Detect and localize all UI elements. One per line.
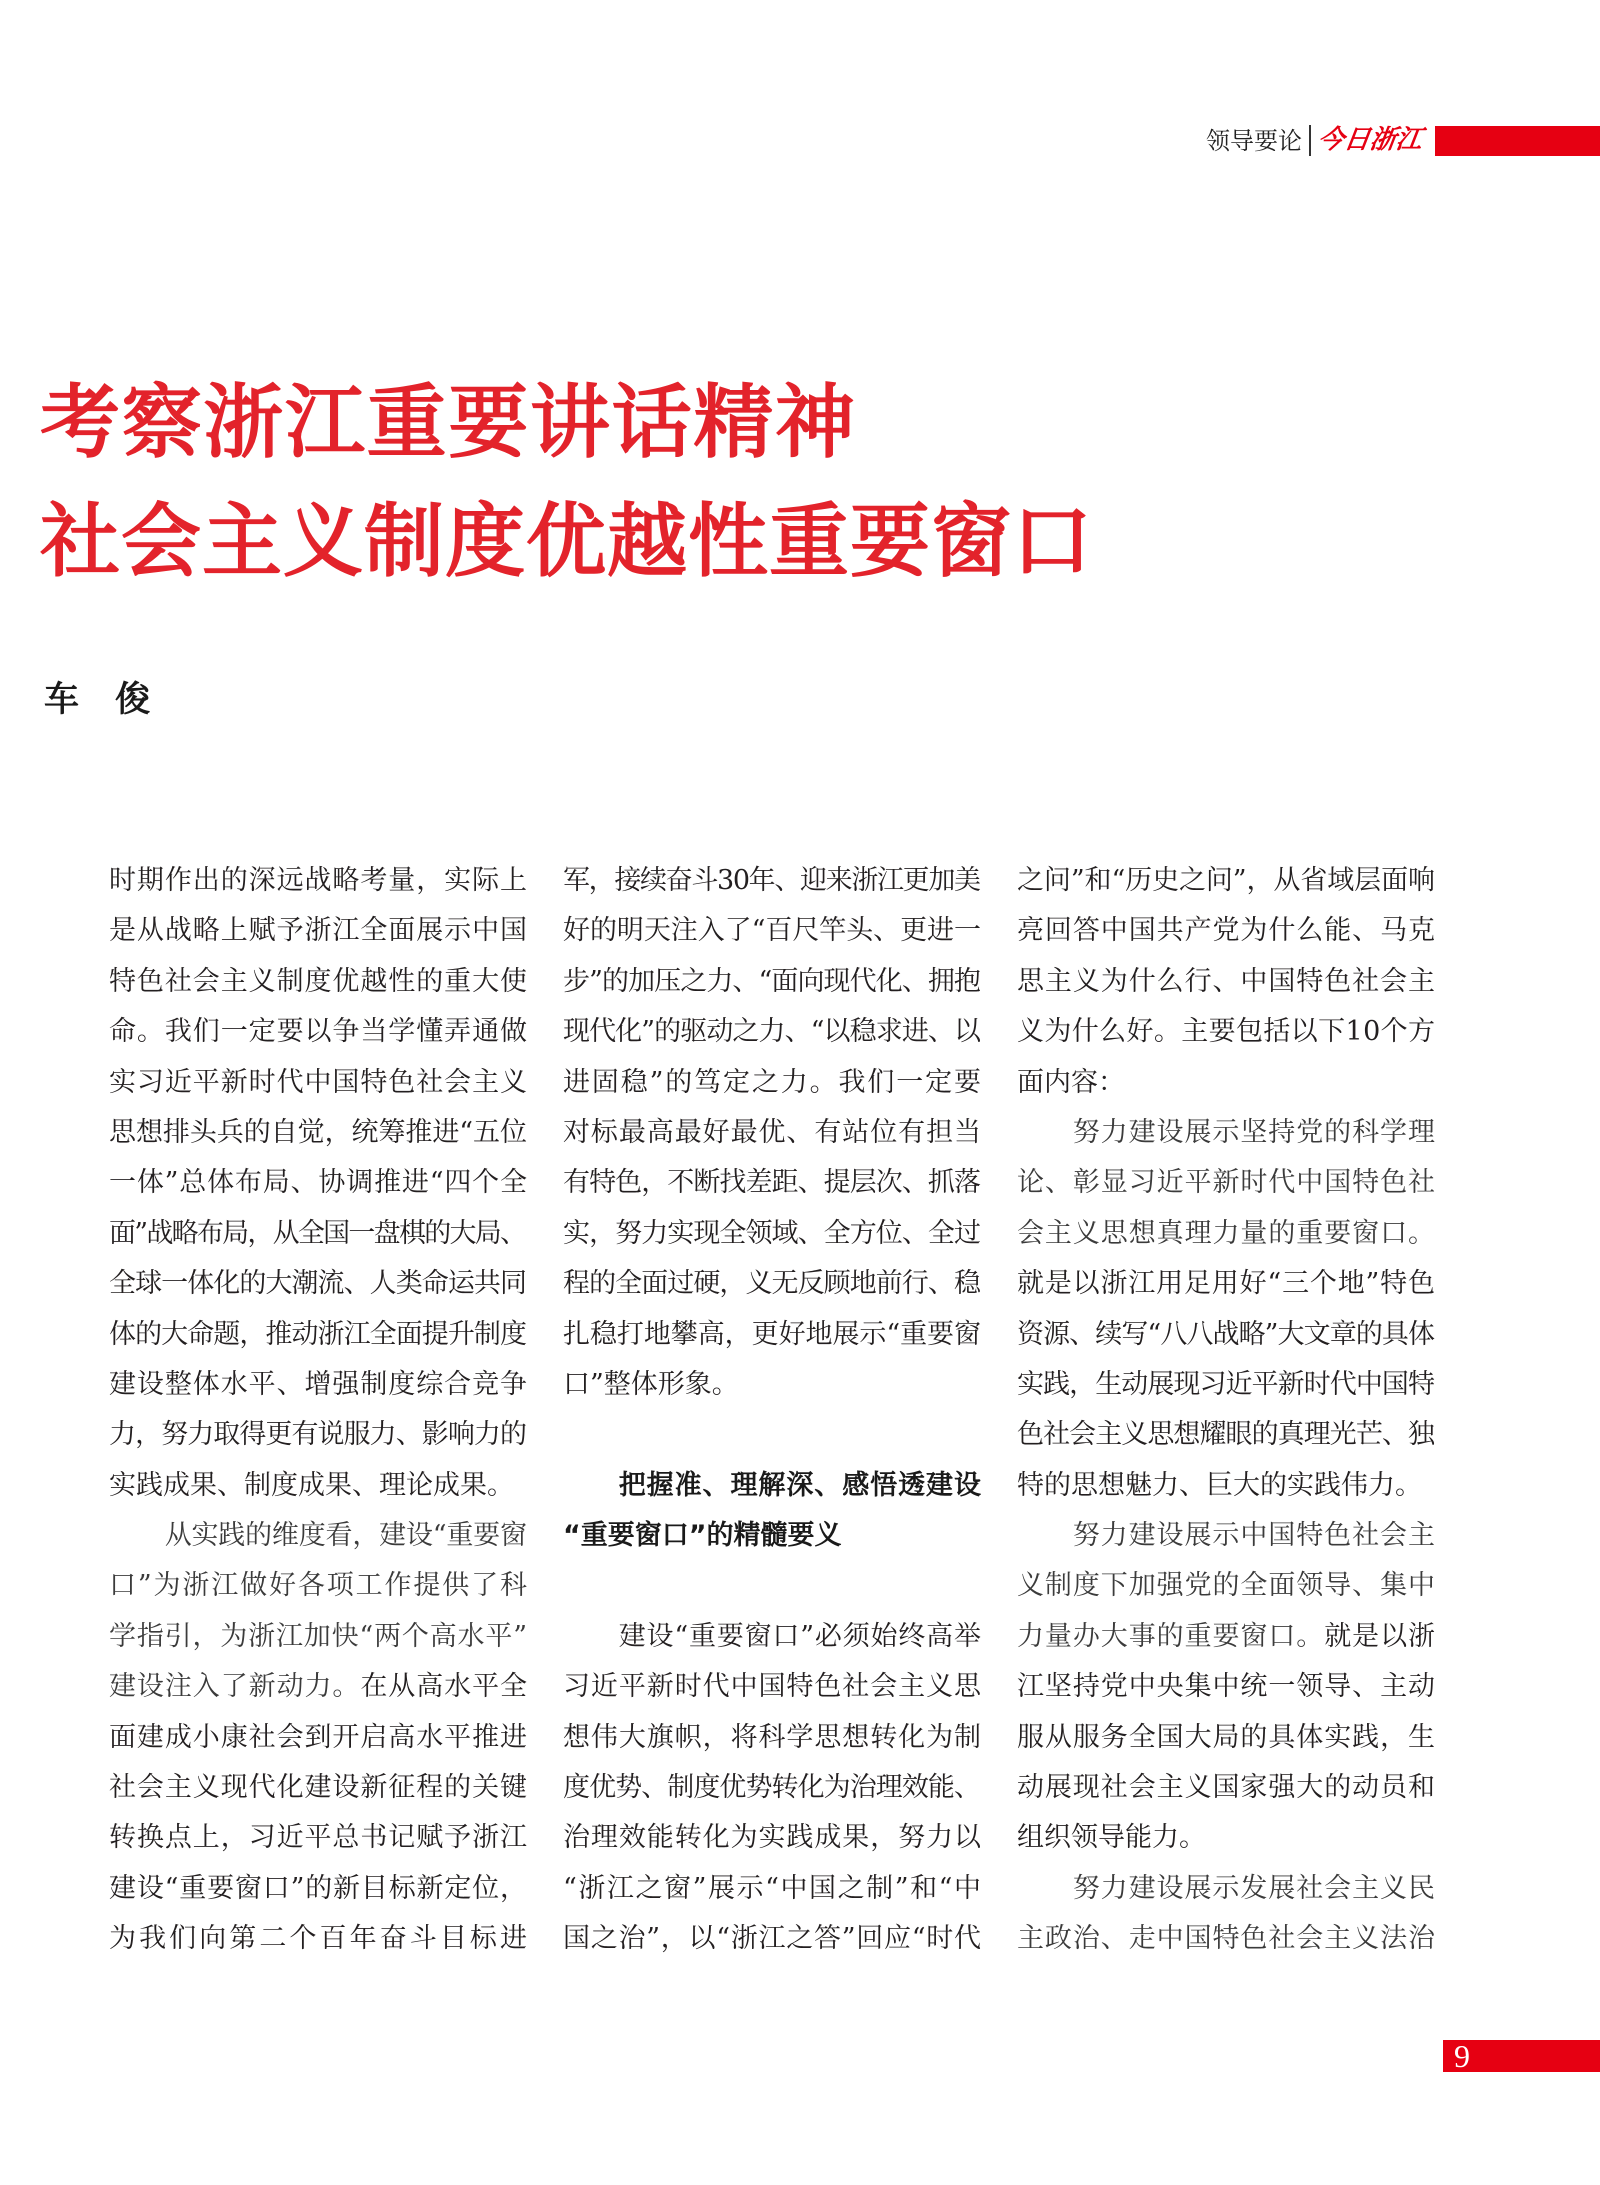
body-line <box>109 906 527 956</box>
line-text: 进固稳”的笃定之力。我们一定要 <box>563 1066 983 1098</box>
line-text: 实，努力实现全领域、全方位、全过 <box>563 1217 981 1249</box>
body-line <box>563 1158 981 1208</box>
emphasis-text: 论、彰显习近平新时代中国特色社 <box>1017 1167 1436 1199</box>
magazine-logo: 今日浙江 <box>1315 125 1425 155</box>
paragraph <box>563 1612 981 1965</box>
body-line <box>563 1864 981 1914</box>
body-line <box>109 1864 527 1914</box>
body-line <box>109 1259 527 1309</box>
body-column-3 <box>1017 856 1435 1965</box>
line-text: 社会主义现代化建设新征程的关键 <box>109 1772 528 1804</box>
line-text: 扎稳打地攀高，更好地展示“重要窗 <box>563 1318 981 1350</box>
header-divider <box>1309 125 1311 156</box>
line-text: 时期作出的深远战略考量，实际上 <box>109 865 528 896</box>
line-text: 现代化”的驱动之力、“以稳求进、以 <box>563 1016 981 1048</box>
emphasis-text: 努力建设展示中国特色社会主 <box>1072 1520 1436 1552</box>
line-text: 特色社会主义制度优越性的重大使 <box>109 965 528 997</box>
body-column-1 <box>109 856 531 1965</box>
line-text <box>1073 1864 1436 1914</box>
body-line <box>109 1410 527 1460</box>
line-text: “重要窗口”的精髓要义 <box>563 1520 842 1552</box>
line-text <box>109 1561 529 1611</box>
body-line <box>1017 1259 1435 1309</box>
title-line-2 <box>40 494 1092 590</box>
header-red-bar <box>1435 126 1600 156</box>
body-line <box>563 1108 981 1158</box>
body-line <box>109 1561 527 1611</box>
line-text: 服从服务全国大局的具体实践，生 <box>1017 1721 1436 1753</box>
line-text: 程的全面过硬，义无反顾地前行、稳 <box>563 1268 981 1300</box>
body-line <box>1017 1763 1435 1813</box>
line-text: 面建成小康社会到开启高水平推进 <box>109 1721 528 1753</box>
body-line <box>1017 1007 1435 1057</box>
line-text: 转换点上，习近平总书记赋予浙江 <box>109 1822 528 1854</box>
body-line <box>1017 1914 1435 1964</box>
subheading <box>563 1461 981 1562</box>
line-text: 实践，生动展现习近平新时代中国特 <box>1017 1368 1435 1400</box>
body-line <box>563 1360 981 1410</box>
body-line <box>563 1662 981 1712</box>
line-text: 亮回答中国共产党为什么能、马克 <box>1017 915 1436 947</box>
paragraph <box>563 856 981 1410</box>
body-line <box>563 906 981 956</box>
line-text: 度优势、制度优势转化为治理效能、 <box>563 1772 981 1804</box>
line-text: 建设整体水平、增强制度综合竞争 <box>109 1368 528 1400</box>
line-text: 一体”总体布局、协调推进“四个全 <box>109 1167 528 1199</box>
body-line <box>109 1007 527 1057</box>
page-number-tab <box>1443 2040 1600 2072</box>
emphasis-text: 努力建设展示坚持党的科学理 <box>1072 1116 1436 1148</box>
body-line <box>109 1461 527 1511</box>
body-line <box>109 957 527 1007</box>
emphasis-text: 力量办大事的重要窗口。 <box>1017 1620 1325 1652</box>
body-line <box>109 1511 527 1561</box>
line-text: 习近平新时代中国特色社会主义思 <box>563 1671 982 1703</box>
author-byline: 车 俊 <box>44 680 151 720</box>
body-line <box>563 957 981 1007</box>
body-line <box>109 1310 527 1360</box>
line-text <box>1017 1914 1436 1964</box>
body-line <box>1017 1209 1435 1259</box>
emphasis-text: 会主义思想真理力量的重要窗口。 <box>1017 1217 1436 1249</box>
body-line <box>109 1108 527 1158</box>
emphasis-text: 从实践的维度看，建设“重要窗 <box>164 1520 527 1552</box>
body-line <box>563 856 981 906</box>
line-text: 步”的加压之力、“面向现代化、拥抱 <box>563 965 981 997</box>
body-line <box>109 1209 527 1259</box>
title-line-2-text: 社会主义制度优越性重要窗口 <box>40 495 1093 588</box>
line-text <box>1017 1209 1436 1259</box>
body-line <box>1017 1813 1435 1863</box>
body-line <box>1017 1108 1435 1158</box>
body-line <box>109 1058 527 1108</box>
body-line <box>1017 1158 1435 1208</box>
line-text: 思想排头兵的自觉，统筹推进“五位 <box>109 1116 527 1148</box>
body-line <box>1017 906 1435 956</box>
line-text: 思主义为什么行、中国特色社会主 <box>1017 965 1436 997</box>
title-line-1 <box>40 375 855 471</box>
body-line <box>1017 1612 1435 1662</box>
emphasis-text: 义制度下加强党的全面领导、集中 <box>1017 1570 1436 1602</box>
line-text <box>1017 1612 1436 1662</box>
paragraph <box>1017 1511 1435 1864</box>
body-line <box>563 1813 981 1863</box>
line-text: 治理效能转化为实践成果，努力以 <box>563 1822 982 1854</box>
body-line <box>1017 1864 1435 1914</box>
line-text: 组织领导能力。 <box>1017 1822 1206 1854</box>
line-text <box>165 1511 527 1561</box>
page-number: 9 <box>1454 2038 1470 2074</box>
line-text: 特的思想魅力、巨大的实践伟力。 <box>1017 1469 1422 1501</box>
body-line <box>109 1763 527 1813</box>
line-text <box>1017 1561 1436 1611</box>
body-line <box>1017 1511 1435 1561</box>
line-text: 面”战略布局，从全国一盘棋的大局、 <box>109 1217 526 1249</box>
line-text <box>1073 1511 1436 1561</box>
paragraph <box>1017 1864 1435 1965</box>
line-text: 面内容： <box>1017 1066 1125 1098</box>
body-line <box>109 1612 527 1662</box>
line-text: 实践成果、制度成果、理论成果。 <box>109 1469 514 1501</box>
line-text <box>1017 1158 1436 1208</box>
line-text: 体的大命题，推动浙江全面提升制度 <box>109 1318 527 1350</box>
body-line <box>109 1662 527 1712</box>
body-line <box>563 1259 981 1309</box>
line-text: 想伟大旗帜，将科学思想转化为制 <box>563 1721 982 1753</box>
line-text: 色社会主义思想耀眼的真理光芒、独 <box>1017 1419 1435 1451</box>
body-line <box>1017 1360 1435 1410</box>
line-text: 对标最高最好最优、有站位有担当 <box>563 1116 982 1148</box>
line-text: 口”整体形象。 <box>563 1368 739 1400</box>
body-line <box>1017 1461 1435 1511</box>
body-line <box>1017 957 1435 1007</box>
body-line <box>1017 1058 1435 1108</box>
section-label: 领导要论 <box>1206 127 1302 155</box>
body-line <box>563 1763 981 1813</box>
line-text: 江坚持党中央集中统一领导、主动 <box>1017 1671 1436 1703</box>
body-text: 就是以浙 <box>1324 1620 1436 1652</box>
body-line <box>563 1058 981 1108</box>
emphasis-text: 建设注入了新动力。 <box>109 1671 361 1703</box>
paragraph <box>109 856 527 1511</box>
body-line <box>563 1914 981 1964</box>
line-text: 为我们向第二个百年奋斗目标进 <box>109 1923 531 1955</box>
emphasis-text: 努力建设展示发展社会主义民 <box>1072 1872 1436 1904</box>
body-line <box>109 1158 527 1208</box>
body-line <box>109 1360 527 1410</box>
body-line <box>109 1713 527 1763</box>
line-text: 实习近平新时代中国特色社会主义 <box>109 1066 528 1098</box>
subheading-line <box>563 1511 981 1561</box>
line-text: “浙江之窗”展示“中国之制”和“中 <box>563 1872 983 1904</box>
line-text: 有特色，不断找差距、提层次、抓落 <box>563 1167 981 1199</box>
line-text: 建设“重要窗口”的新目标新定位， <box>109 1872 528 1904</box>
line-text: 命。我们一定要以争当学懂弄通做 <box>109 1016 528 1048</box>
body-line <box>1017 1310 1435 1360</box>
line-text: 之问”和“历史之问”，从省域层面响 <box>1017 865 1435 896</box>
body-line <box>109 1914 531 1964</box>
subheading-line <box>563 1461 981 1511</box>
body-line <box>109 856 527 906</box>
body-line <box>563 1612 981 1662</box>
line-text: 建设“重要窗口”必须始终高举 <box>618 1620 982 1652</box>
line-text: 军，接续奋斗30年、迎来浙江更加美 <box>563 865 980 896</box>
body-line <box>109 1813 527 1863</box>
line-text: 国之治”，以“浙江之答”回应“时代 <box>563 1923 982 1955</box>
line-text <box>1073 1108 1436 1158</box>
line-text: 力，努力取得更有说服力、影响力的 <box>109 1419 527 1451</box>
body-line <box>563 1007 981 1057</box>
body-line <box>1017 1410 1435 1460</box>
line-text: 动展现社会主义国家强大的动员和 <box>1017 1772 1436 1804</box>
title-line-1-text: 考察浙江重要讲话精神 <box>40 376 857 469</box>
line-text: 是从战略上赋予浙江全面展示中国 <box>109 915 528 947</box>
body-line <box>563 1713 981 1763</box>
line-text <box>109 1662 528 1712</box>
line-text: 全球一体化的大潮流、人类命运共同 <box>109 1268 527 1300</box>
line-text: 就是以浙江用足用好“三个地”特色 <box>1017 1268 1436 1300</box>
emphasis-text: 口”为浙江做好各项工作提供了科 <box>109 1570 529 1602</box>
line-text: 义为什么好。主要包括以下10个方 <box>1017 1016 1436 1048</box>
line-text: 好的明天注入了“百尺竿头、更进一 <box>563 915 981 947</box>
body-line <box>1017 856 1435 906</box>
paragraph <box>109 1511 531 1965</box>
body-line <box>1017 1561 1435 1611</box>
line-text <box>109 1612 528 1662</box>
emphasis-text: 主政治、走中国特色社会主义法治 <box>1017 1923 1436 1955</box>
paragraph <box>1017 1108 1435 1511</box>
emphasis-text: 学指引，为浙江加快“两个高水平” <box>109 1620 528 1652</box>
body-column-2 <box>563 856 981 1965</box>
body-line <box>1017 1662 1435 1712</box>
line-text: 把握准、理解深、感悟透建设 <box>618 1469 982 1501</box>
body-line <box>563 1310 981 1360</box>
body-text: 在从高水平全 <box>360 1671 528 1703</box>
body-line <box>1017 1713 1435 1763</box>
body-line <box>563 1209 981 1259</box>
paragraph <box>1017 856 1435 1108</box>
line-text: 资源、续写“八八战略”大文章的具体 <box>1017 1318 1435 1350</box>
